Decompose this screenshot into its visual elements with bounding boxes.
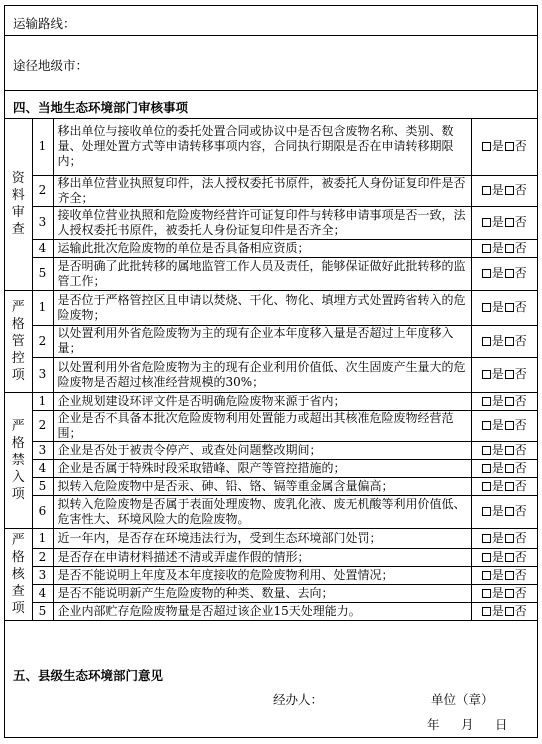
yes-checkbox[interactable]	[482, 589, 491, 598]
review-form	[4, 5, 538, 738]
no-checkbox[interactable]	[505, 464, 514, 473]
yes-no-cell	[471, 290, 537, 325]
transport-route-row	[5, 6, 537, 36]
yes-label: 是	[491, 240, 504, 255]
review-row	[5, 410, 537, 441]
review-row	[5, 206, 537, 239]
yes-no-cell	[471, 325, 537, 357]
yes-label: 是	[491, 585, 504, 600]
no-label: 否	[514, 266, 527, 280]
handler-label: 经办人：	[273, 692, 324, 707]
item-number: 1	[32, 392, 53, 410]
transport-route-label: 运输路线：	[13, 16, 76, 31]
review-row	[5, 357, 537, 392]
no-label: 否	[514, 530, 527, 545]
review-row	[5, 257, 537, 290]
item-number: 5	[32, 477, 53, 495]
category-cell	[5, 528, 32, 620]
item-number: 2	[32, 548, 53, 566]
category-cell	[5, 392, 32, 528]
yes-no-cell	[471, 459, 537, 477]
no-checkbox[interactable]	[505, 397, 514, 406]
yes-no-cell	[471, 548, 537, 566]
item-text: 企业是否处于被责令停产、或查处问题整改期间；	[53, 441, 471, 459]
yes-checkbox[interactable]	[482, 571, 491, 580]
item-number: 2	[32, 175, 53, 206]
yes-checkbox[interactable]	[482, 607, 491, 616]
section5-title: 五、县级生态环境部门意见	[13, 668, 164, 683]
yes-no-cell	[471, 477, 537, 495]
review-row	[5, 239, 537, 257]
item-text: 企业是否不具备本批次危险废物利用处置能力或超出其核准危险废物经营范围；	[53, 410, 471, 441]
yes-label: 是	[491, 367, 504, 381]
item-number: 3	[32, 357, 53, 392]
no-checkbox[interactable]	[505, 218, 514, 227]
no-checkbox[interactable]	[505, 269, 514, 278]
no-label: 否	[514, 603, 527, 618]
day-label: 日	[495, 717, 508, 732]
no-checkbox[interactable]	[505, 607, 514, 616]
review-row	[5, 175, 537, 206]
no-checkbox[interactable]	[505, 482, 514, 491]
yes-label: 是	[491, 300, 504, 314]
item-text: 移出单位与接收单位的委托处置合同或协议中是否包含废物名称、类别、数量、处理处置方式等申请转移事项内容，合同执行期限是否在申请转移期限内；	[53, 119, 471, 175]
no-checkbox[interactable]	[505, 446, 514, 455]
no-checkbox[interactable]	[505, 337, 514, 346]
no-label: 否	[514, 418, 527, 432]
section4-title-row	[5, 91, 537, 119]
yes-no-cell	[471, 410, 537, 441]
yes-no-cell	[471, 528, 537, 548]
section5-county-opinion	[5, 647, 537, 737]
item-number: 5	[32, 257, 53, 290]
yes-no-cell	[471, 566, 537, 584]
review-row	[5, 459, 537, 477]
yes-checkbox[interactable]	[482, 337, 491, 346]
yes-label: 是	[491, 393, 504, 408]
item-number: 4	[32, 459, 53, 477]
review-row	[5, 441, 537, 459]
item-text: 接收单位营业执照和危险废物经营许可证复印件与转移申请事项是否一致，法人授权委托书原件，被委托人身份证复印件是否齐全；	[53, 206, 471, 239]
no-label: 否	[514, 333, 527, 348]
item-number: 5	[32, 602, 53, 620]
item-text: 企业是否属于特殊时段采取错峰、限产等管控措施的；	[53, 459, 471, 477]
yes-no-cell	[471, 584, 537, 602]
yes-checkbox[interactable]	[482, 370, 491, 379]
no-label: 否	[514, 567, 527, 582]
item-number: 4	[32, 239, 53, 257]
item-number: 4	[32, 584, 53, 602]
item-number: 3	[32, 566, 53, 584]
yes-label: 是	[491, 478, 504, 493]
yes-label: 是	[491, 549, 504, 564]
item-text: 是否不能说明上年度及本年度接收的危险废物利用、处置情况；	[53, 566, 471, 584]
yes-no-cell	[471, 119, 537, 175]
yes-no-cell	[471, 495, 537, 528]
no-label: 否	[514, 240, 527, 255]
yes-checkbox[interactable]	[482, 534, 491, 543]
review-items-table	[5, 119, 537, 621]
no-label: 否	[514, 549, 527, 564]
month-label: 月	[461, 717, 474, 732]
no-checkbox[interactable]	[505, 186, 514, 195]
yes-checkbox[interactable]	[482, 446, 491, 455]
item-text: 是否明确了此批转移的属地监管工作人员及责任，能够保证做好此批转移的监管工作；	[53, 257, 471, 290]
item-number: 1	[32, 290, 53, 325]
no-label: 否	[514, 393, 527, 408]
yes-label: 是	[491, 504, 504, 518]
no-checkbox[interactable]	[505, 142, 514, 151]
no-label: 否	[514, 504, 527, 518]
yes-label: 是	[491, 215, 504, 229]
review-row	[5, 548, 537, 566]
item-number: 6	[32, 495, 53, 528]
no-checkbox[interactable]	[505, 303, 514, 312]
item-text: 拟转入危险废物是否属于表面处理废物、废乳化液、废无机酸等利用价值低、危害性大、环境风险大的危险废物。	[53, 495, 471, 528]
yes-checkbox[interactable]	[482, 507, 491, 516]
review-row	[5, 290, 537, 325]
yes-checkbox[interactable]	[482, 553, 491, 562]
no-label: 否	[514, 183, 527, 197]
yes-no-cell	[471, 175, 537, 206]
no-label: 否	[514, 139, 527, 154]
item-text: 以处置利用外省危险废物为主的现有企业利用价值低、次生固废产生量大的危险废物是否超过核准经营规模的30%；	[53, 357, 471, 392]
no-checkbox[interactable]	[505, 534, 514, 543]
yes-checkbox[interactable]	[482, 464, 491, 473]
yes-checkbox[interactable]	[482, 482, 491, 491]
category-label: 严格核查项	[11, 532, 25, 616]
item-number: 2	[32, 325, 53, 357]
item-number: 1	[32, 119, 53, 175]
yes-label: 是	[491, 460, 504, 475]
yes-checkbox[interactable]	[482, 421, 491, 430]
no-checkbox[interactable]	[505, 421, 514, 430]
unit-seal-label: 单位（章）	[431, 692, 494, 707]
yes-label: 是	[491, 567, 504, 582]
yes-no-cell	[471, 441, 537, 459]
yes-no-cell	[471, 602, 537, 620]
item-text: 拟转入危险废物中是否汞、砷、铅、铬、镉等重金属含量偏高；	[53, 477, 471, 495]
yes-label: 是	[491, 442, 504, 457]
section4-title: 四、当地生态环境部门审核事项	[13, 100, 189, 115]
yes-checkbox[interactable]	[482, 269, 491, 278]
yes-no-cell	[471, 257, 537, 290]
item-number: 3	[32, 206, 53, 239]
year-label: 年	[427, 717, 440, 732]
review-row	[5, 528, 537, 548]
item-text: 是否位于严格管控区且申请以焚烧、干化、物化、填埋方式处置跨省转入的危险废物；	[53, 290, 471, 325]
yes-label: 是	[491, 183, 504, 197]
item-text: 近一年内，是否存在环境违法行为，受到生态环境部门处罚；	[53, 528, 471, 548]
item-text: 以处置利用外省危险废物为主的现有企业本年度移入量是否超过上年度移入量；	[53, 325, 471, 357]
no-label: 否	[514, 460, 527, 475]
yes-checkbox[interactable]	[482, 142, 491, 151]
item-text: 运输此批次危险废物的单位是否具备相应资质；	[53, 239, 471, 257]
item-number: 3	[32, 441, 53, 459]
review-row	[5, 566, 537, 584]
item-text: 移出单位营业执照复印件，法人授权委托书原件，被委托人身份证复印件是否齐全；	[53, 175, 471, 206]
yes-checkbox[interactable]	[482, 303, 491, 312]
review-row	[5, 602, 537, 620]
no-checkbox[interactable]	[505, 370, 514, 379]
category-label: 资料审查	[11, 171, 25, 238]
yes-label: 是	[491, 266, 504, 280]
category-label: 严格禁入项	[11, 418, 25, 502]
via-cities-label: 途径地级市：	[13, 58, 89, 73]
review-row	[5, 495, 537, 528]
yes-no-cell	[471, 357, 537, 392]
no-label: 否	[514, 478, 527, 493]
item-text: 是否存在申请材料描述不清或弄虚作假的情形；	[53, 548, 471, 566]
no-checkbox[interactable]	[505, 507, 514, 516]
yes-checkbox[interactable]	[482, 244, 491, 253]
yes-checkbox[interactable]	[482, 397, 491, 406]
category-cell	[5, 290, 32, 392]
review-row	[5, 325, 537, 357]
item-number: 2	[32, 410, 53, 441]
yes-checkbox[interactable]	[482, 186, 491, 195]
yes-no-cell	[471, 206, 537, 239]
item-text: 企业内部贮存危险废物量是否超过该企业15天处理能力。	[53, 602, 471, 620]
no-checkbox[interactable]	[505, 244, 514, 253]
review-row	[5, 119, 537, 175]
yes-label: 是	[491, 333, 504, 348]
category-cell	[5, 119, 32, 290]
yes-label: 是	[491, 139, 504, 154]
no-label: 否	[514, 300, 527, 314]
review-row	[5, 477, 537, 495]
review-row	[5, 584, 537, 602]
item-text: 是否不能说明新产生危险废物的种类、数量、去向；	[53, 584, 471, 602]
no-checkbox[interactable]	[505, 553, 514, 562]
no-label: 否	[514, 585, 527, 600]
yes-no-cell	[471, 392, 537, 410]
yes-checkbox[interactable]	[482, 218, 491, 227]
no-label: 否	[514, 367, 527, 381]
yes-label: 是	[491, 418, 504, 432]
item-text: 企业规划建设环评文件是否明确危险废物来源于省内；	[53, 392, 471, 410]
no-label: 否	[514, 215, 527, 229]
yes-no-cell	[471, 239, 537, 257]
category-label: 严格管控项	[11, 299, 25, 383]
item-number: 1	[32, 528, 53, 548]
no-checkbox[interactable]	[505, 589, 514, 598]
yes-label: 是	[491, 530, 504, 545]
via-cities-row	[5, 36, 537, 91]
yes-label: 是	[491, 603, 504, 618]
no-checkbox[interactable]	[505, 571, 514, 580]
review-row	[5, 392, 537, 410]
no-label: 否	[514, 442, 527, 457]
